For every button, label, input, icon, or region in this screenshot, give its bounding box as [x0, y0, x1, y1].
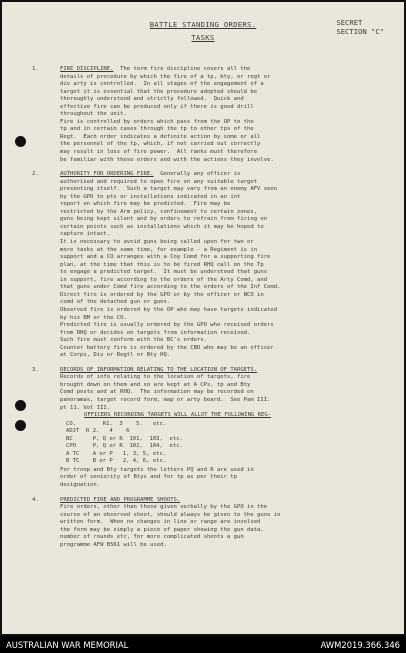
text-line: Such fire must conform with the BC's orders.	[60, 337, 207, 344]
archive-footer	[0, 636, 406, 653]
text-line: For troop and Bty targets the letters PQ and R are used in	[60, 466, 254, 473]
text-line: number of rounds etc, for more complicated shoots a gun	[60, 534, 244, 541]
text-line: report on which fire may be predicted. Fire may be	[60, 201, 231, 208]
section-number: 1.	[32, 66, 39, 72]
punch-hole	[15, 420, 26, 431]
text-line	[60, 66, 388, 74]
text-line: Fire orders, other than those given verbally by the GPO in the	[60, 504, 268, 511]
archive-reference: AWM2019.366.346	[320, 640, 400, 650]
archive-name: AUSTRALIAN WAR MEMORIAL	[6, 640, 129, 650]
section-3	[32, 367, 388, 490]
text-line: at Corps, Div or Regtl or Bty HQ.	[60, 352, 171, 359]
section-number: 2.	[32, 171, 39, 178]
text-line	[60, 367, 388, 375]
text-line: Regt. Each order indicates a definite action by some or all	[60, 133, 261, 140]
text-line: div arty is controlled. In all stages of the engagement of a	[60, 81, 264, 88]
text-line: brought down on them and so are kept at A CPs, tp and Bty	[60, 381, 251, 388]
document-subtitle: TASKS	[191, 33, 215, 42]
text-line: tp and in certain cases through the tp to other tps of the	[60, 126, 254, 133]
registry-table	[60, 421, 388, 466]
text-line: more tasks at the same time, for example - a Regiment is in	[60, 246, 258, 253]
text-line: by the GPO to pts or installations indicated in an int	[60, 193, 241, 200]
table-heading: OFFICERS RECORDING TARGETS WILL ALLOT THE FOLLOWING REG-	[84, 412, 272, 419]
section-1	[32, 66, 388, 164]
text-line: Counter battery fire is ordered by the CBO who may be an officer	[60, 344, 274, 351]
text-line: may result in loss of fire power. All ranks must therefore	[60, 149, 258, 156]
text-line: Observed fire is ordered by the OP who may have targets indicated	[60, 306, 278, 313]
section-4	[32, 497, 388, 550]
text-line: pt 11. Vol III.	[60, 404, 111, 411]
table-row: A TC A or P 1, 3, 5, etc.	[66, 450, 167, 457]
section-2	[32, 171, 388, 360]
text-line	[60, 497, 388, 505]
classification-mark: SECRET	[336, 18, 363, 27]
text-line: plan, at the time that this is to be fired RHQ call on the Tp	[60, 261, 264, 268]
section-heading: RECORDS OF INFORMATION RELATING TO THE LOCATION OF TARGETS.	[60, 366, 258, 373]
text-line-rest: The term fire discipline covers all the	[113, 66, 251, 72]
text-line: It is necessary to avoid guns being called upon for two or	[60, 239, 254, 246]
text-line: authorised and required to open fire on any suitable target	[60, 178, 258, 185]
text-line: panoramas, target record form, map or arty board. See Pam III.	[60, 396, 271, 403]
table-row: CO. R1. 3 5. etc.	[66, 420, 167, 427]
text-line: to engage a predicted target. It must be understood that guns	[60, 269, 268, 276]
text-line: Direct fire is ordered by the GPO or by the officer or NCO in	[60, 291, 264, 298]
text-line-rest: Generally any officer is	[153, 171, 241, 178]
section-heading: PREDICTED FIRE AND PROGRAMME SHOOTS.	[60, 496, 181, 503]
section-number: 4.	[32, 496, 39, 503]
text-line: be familiar with these orders and with the actions they involve.	[60, 156, 274, 163]
document-body	[32, 66, 388, 556]
text-line: by his BM or the CO.	[60, 314, 127, 321]
text-line: in support, fire according to the orders of the Arty Comd, and	[60, 276, 268, 283]
text-line: written form. When no changes in line or range are involved	[60, 519, 261, 526]
punch-hole	[15, 136, 26, 147]
document-page	[2, 2, 404, 634]
text-line: the form may be simply a piece of paper showing the gun data,	[60, 526, 264, 533]
document-title: BATTLE STANDING ORDERS.	[149, 20, 257, 29]
text-line: that guns under Comd fire according to the orders of the Inf Comd.	[60, 284, 281, 291]
section-label: SECTION "C"	[336, 27, 384, 36]
text-line: capture intact.	[60, 231, 111, 238]
text-line: Predicted fire is usually ordered by the GPO who received orders	[60, 322, 274, 329]
section-number: 3.	[32, 366, 39, 373]
table-row: ADJT R 2. 4 6	[66, 428, 130, 435]
text-line: programme AFW B561 will be used.	[60, 541, 167, 548]
text-line: presenting itself. Such a target may vary from an enemy AFV seen	[60, 186, 278, 193]
text-line: restricted by the Arm policy, confinement to certain zones,	[60, 208, 258, 215]
text-line: certain points such as installations which it may be hoped to	[60, 223, 264, 230]
table-row: CPO P, Q or R 102, 104, etc.	[66, 443, 183, 450]
text-line: the personnel of the tp, which, if not carried out correctly	[60, 141, 261, 148]
section-heading: AUTHORITY FOR ORDERING FIRE.	[60, 171, 154, 178]
text-line: guns being kept silent and by orders to refrain from firing on	[60, 216, 268, 223]
text-line	[60, 171, 388, 179]
text-line: target it is essential that the procedure adopted should be	[60, 88, 258, 95]
punch-hole	[15, 400, 26, 411]
text-line: thoroughly understood and strictly followed. Quick and	[60, 96, 244, 103]
table-row: BC P, Q or R 101, 103, etc.	[66, 435, 183, 442]
text-line: from RHQ or decides on targets from information received.	[60, 329, 251, 336]
text-line: effective fire can be produced only if there is good drill	[60, 103, 254, 110]
text-line: order of seniority of Btys and for tp as per their tp	[60, 474, 237, 481]
text-line: support and a CO arranges with a Coy Comd for a supporting fire	[60, 254, 271, 261]
text-line: details of procedure by which the fire of a tp, bty, or regt or	[60, 73, 271, 80]
text-line: Records of info relating to the location of targets, fire	[60, 374, 251, 381]
classification-block	[336, 18, 384, 36]
text-line: designation.	[60, 481, 101, 488]
text-line: comd of the detached gun or guns.	[60, 299, 171, 306]
text-line: Comd posts and at RHQ. The information may be recorded on	[60, 389, 254, 396]
table-row: B TC B or P 2, 4, 6, etc.	[66, 458, 167, 465]
text-line: throughout the unit.	[60, 111, 127, 118]
text-line: Fire is controlled by orders which pass from the OP to the	[60, 118, 254, 125]
section-heading: FIRE DISCIPLINE.	[60, 66, 114, 72]
text-line: course of an observed shoot, should always be given to the guns in	[60, 511, 281, 518]
